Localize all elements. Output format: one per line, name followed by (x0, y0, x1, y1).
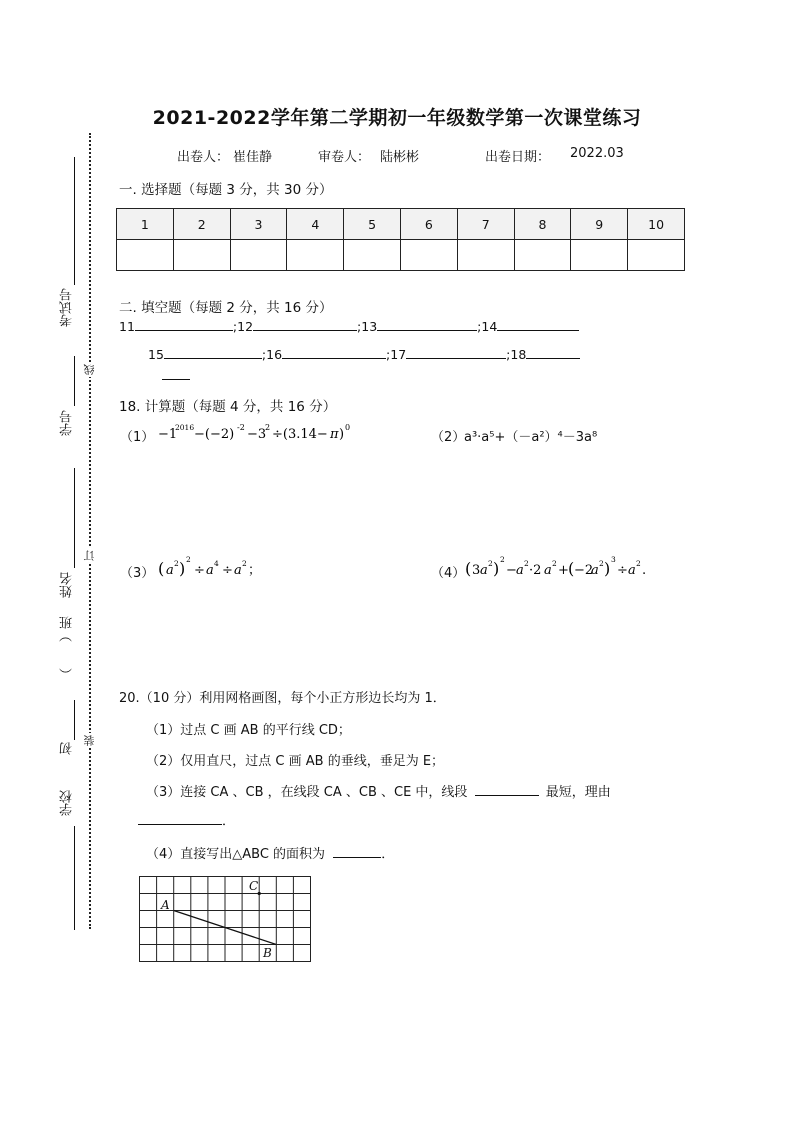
svg-text:): ) (604, 559, 611, 578)
calc-q2-label: （2） (431, 430, 466, 445)
section2-heading: 二. 填空题（每题 2 分，共 16 分） (119, 300, 333, 316)
student-no-label: 学号 (60, 410, 75, 436)
svg-text:2: 2 (636, 559, 641, 568)
q20-sub3-text-b: 最短，理由 (545, 785, 611, 800)
blank-label: ;12 (232, 319, 254, 334)
cut-mark-xian: 线 (83, 364, 96, 375)
exam-no-line (74, 157, 75, 285)
label-a: A (161, 898, 170, 912)
svg-text:a: a (628, 563, 636, 578)
blank-label: ;18 (506, 347, 527, 362)
svg-text:2: 2 (186, 555, 191, 564)
svg-text:): ) (493, 559, 500, 578)
svg-text:(: ( (158, 559, 165, 578)
calc-q4-label: （4） (431, 566, 466, 581)
answer-cell[interactable] (514, 240, 571, 271)
author-label: 出卷人： (177, 150, 230, 165)
q20-sub4-text: （4）直接写出△ABC 的面积为 (146, 847, 326, 862)
answer-number: 3 (230, 209, 287, 240)
svg-text:0: 0 (345, 423, 351, 432)
name-label: 姓名 (60, 572, 75, 598)
q20-sub4 (146, 843, 394, 862)
svg-text:；: ； (248, 563, 262, 578)
q20-sub3-end: ． (222, 814, 236, 829)
answer-cell[interactable] (628, 240, 685, 271)
calc-q3-label: （3） (120, 566, 155, 581)
svg-text:): ) (339, 427, 345, 442)
q20-sub3 (146, 781, 611, 800)
author-value: 崔佳静 (233, 150, 273, 165)
svg-text:2: 2 (500, 555, 505, 564)
svg-text:−: − (506, 563, 517, 578)
answer-number: 8 (514, 209, 571, 240)
svg-text:÷: ÷ (222, 563, 233, 578)
blank-line[interactable] (526, 346, 580, 359)
blank-line[interactable] (135, 318, 233, 331)
svg-text:2: 2 (488, 559, 493, 568)
q20-sub3-blank[interactable] (475, 783, 539, 796)
blank-line[interactable] (164, 346, 262, 359)
grade-line (74, 700, 75, 740)
label-c: C (249, 879, 259, 893)
grid-lines (140, 877, 311, 962)
svg-text:a: a (206, 563, 214, 578)
svg-text:.: . (642, 563, 647, 578)
answer-cell[interactable] (117, 240, 174, 271)
binding-dotted-line (89, 133, 91, 929)
answer-cell[interactable] (344, 240, 401, 271)
svg-text:a: a (591, 563, 599, 578)
answer-cell[interactable] (457, 240, 514, 271)
svg-text:÷: ÷ (617, 563, 628, 578)
q20-stem: 20.（10 分）利用网格画图，每个小正方形边长均为 1． (119, 691, 446, 706)
svg-text:2: 2 (242, 559, 247, 568)
reviewer-label: 审卷人： (318, 150, 371, 165)
calc-q4-formula (465, 554, 655, 582)
svg-text:−1: −1 (158, 427, 178, 442)
svg-text:a: a (166, 563, 174, 578)
blank-label: ;13 (357, 319, 378, 334)
answer-cell[interactable] (571, 240, 628, 271)
svg-text:3: 3 (611, 555, 616, 564)
blank-line[interactable] (377, 318, 477, 331)
date-value: 2022.03 (570, 146, 624, 161)
svg-text:÷(3.14−: ÷(3.14− (272, 427, 328, 442)
svg-text:π: π (330, 427, 339, 442)
page-title: 2021-2022学年第二学期初一年级数学第一次课堂练习 (152, 107, 642, 129)
svg-text:a: a (544, 563, 552, 578)
cut-mark-ding: 订 (83, 550, 96, 561)
q20-sub3-reason (138, 810, 235, 829)
svg-text:a: a (234, 563, 242, 578)
answer-number: 1 (117, 209, 174, 240)
student-no-line (74, 356, 75, 406)
q20-sub2: （2）仅用直尺，过点 C 画 AB 的垂线，垂足为 E； (146, 754, 445, 769)
svg-text:a: a (516, 563, 524, 578)
svg-text:2: 2 (552, 559, 557, 568)
answer-cell[interactable] (173, 240, 230, 271)
svg-text:-2: -2 (237, 423, 245, 432)
svg-text:2016: 2016 (175, 423, 195, 432)
blank-label: ;17 (386, 347, 407, 362)
answer-number: 10 (628, 209, 685, 240)
calc-q1-formula (158, 420, 378, 446)
svg-text:2: 2 (174, 559, 179, 568)
svg-text:2: 2 (524, 559, 529, 568)
svg-text:a: a (480, 563, 488, 578)
svg-text:−2: −2 (574, 563, 594, 578)
answer-number: 2 (173, 209, 230, 240)
class-label: （ ）班 (60, 616, 75, 681)
blank-row-1 (119, 318, 579, 334)
calc-q2-formula: a³·a⁵+（－a²）⁴－3a⁸ (464, 430, 598, 445)
date-label: 出卷日期： (485, 150, 551, 165)
blank-label: ;16 (261, 347, 283, 362)
svg-text:2: 2 (265, 423, 271, 432)
svg-text:4: 4 (214, 559, 219, 568)
svg-text:2: 2 (599, 559, 604, 568)
svg-text:+: + (558, 563, 569, 578)
answer-table (116, 208, 685, 271)
blank-line[interactable] (497, 318, 579, 331)
svg-text:÷: ÷ (194, 563, 205, 578)
calc-q3-formula (158, 554, 278, 582)
blank-label: 15 (148, 347, 164, 362)
blank-label: ;14 (477, 319, 498, 334)
q20-sub1: （1）过点 C 画 AB 的平行线 CD； (146, 723, 351, 738)
svg-text:·2: ·2 (529, 563, 542, 578)
blank-label: 11 (119, 319, 135, 334)
svg-text:−(−2): −(−2) (194, 427, 235, 442)
section1-heading: 一. 选择题（每题 3 分，共 30 分） (119, 182, 333, 198)
answer-number: 4 (287, 209, 344, 240)
blank-line[interactable] (406, 346, 506, 359)
blank-line[interactable] (282, 346, 386, 359)
answer-number: 7 (457, 209, 514, 240)
label-b: B (263, 946, 272, 960)
q20-sub4-end: ． (381, 847, 395, 862)
svg-text:−3: −3 (247, 427, 267, 442)
svg-text:): ) (179, 559, 186, 578)
blank-line-continued[interactable] (162, 379, 190, 380)
answer-number-row (117, 209, 685, 240)
svg-text:3: 3 (472, 563, 481, 578)
answer-cell[interactable] (400, 240, 457, 271)
calc-q1-label: （1） (120, 430, 155, 445)
cut-mark-zhuang: 装 (83, 735, 96, 746)
q20-reason-blank[interactable] (138, 812, 222, 825)
name-line (74, 468, 75, 568)
school-line (74, 826, 75, 930)
blank-row-2 (148, 346, 580, 362)
svg-text:(: ( (465, 559, 472, 578)
q20-area-blank[interactable] (333, 845, 381, 858)
reviewer-value: 陆彬彬 (380, 150, 420, 165)
section3-heading: 18. 计算题（每题 4 分，共 16 分） (119, 399, 337, 415)
blank-line[interactable] (253, 318, 357, 331)
q20-sub3-text-a: （3）连接 CA 、CB ，在线段 CA 、CB 、CE 中，线段 (146, 785, 468, 800)
answer-blank-row (117, 240, 685, 271)
grade-label: 初 (60, 742, 75, 755)
answer-number: 9 (571, 209, 628, 240)
school-label: 学校 (60, 790, 75, 816)
svg-text:(: ( (568, 559, 575, 578)
answer-number: 6 (400, 209, 457, 240)
answer-cell[interactable] (287, 240, 344, 271)
grid-figure (139, 876, 313, 964)
exam-no-label: 考试号 (60, 288, 75, 327)
answer-cell[interactable] (230, 240, 287, 271)
answer-number: 5 (344, 209, 401, 240)
